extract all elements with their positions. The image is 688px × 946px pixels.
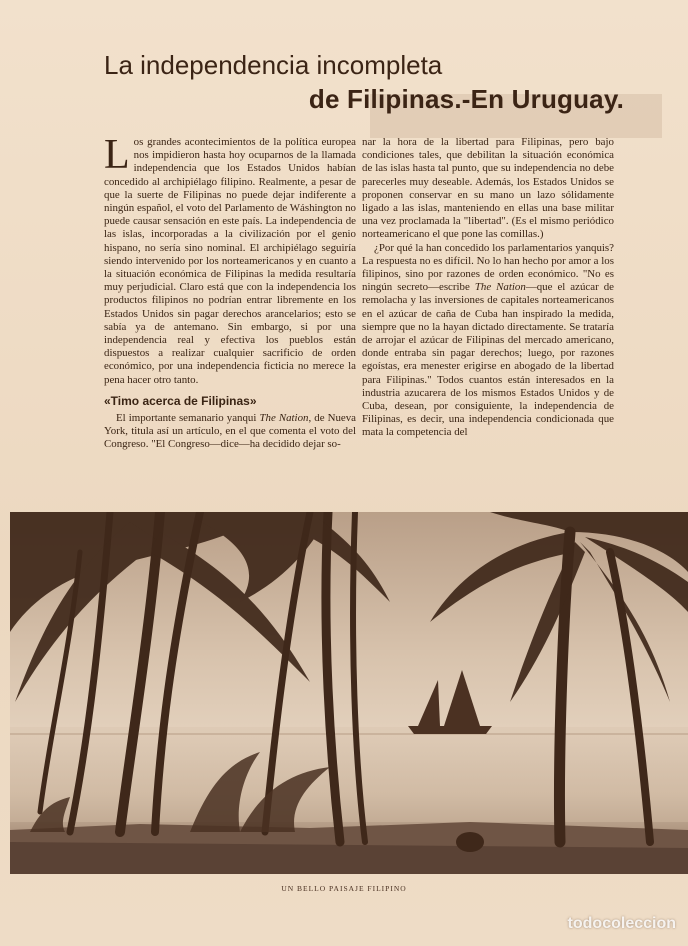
- drop-cap: L: [104, 136, 130, 178]
- article-title: [104, 48, 624, 116]
- paragraph-question-text-b: —que el azúcar de remolacha y las inversiones de capitales norteamericanos en el azúcar de caña de Cuba han inspirado la medida, siempre que no la hayan dictado directamente. Se trataría de arrojar el azúcar de Filipinas del mercado americano, donde entraba sin pagar derechos; luego, por razones egoístas, era menester erigirse en abogado de la libertad para Filipinas." Todos cuantos están interesados en la industria azucarera de los mismos Estados Unidos y de Cuba, desean, por consiguiente, la independencia de Filipinas, es decir, una independencia condicionada que mata la competencia del: [362, 281, 614, 439]
- paragraph-nation-text-a: El importante semanario yanqui: [116, 412, 260, 425]
- paragraph-continuation: nar la hora de la libertad para Filipinas, pero bajo condiciones tales, que debilitan la situación económica de las islas hasta tal punto, que su independencia no debe parecerles muy deseable. Además, los Estados Unidos se proponen conservar en su mano un lazo sólidamente ligado a las islas, manteniendo en ellas una base militar una vez proclamada la "libertad". (Es el mismo periódico norteamericano el que pone las comillas.): [362, 136, 614, 241]
- photo-caption: UN BELLO PAISAJE FILIPINO: [281, 884, 407, 893]
- text-column-right: [362, 136, 614, 508]
- sailboat: [408, 670, 492, 734]
- text-column-left: [104, 136, 356, 508]
- title-line-1: La independencia incompleta: [104, 50, 443, 80]
- section-subheading: «Timo acerca de Filipinas»: [104, 393, 257, 408]
- title-line-2: de Filipinas.-En Uruguay.: [308, 84, 624, 114]
- paragraph-question-text-a: ¿Por qué la han concedido los parlamentarios yanquis? La respuesta no es difícil. No lo han hecho por amor a los filipinos, sino por razones de orden económico. "No es ningún secreto—escribe: [362, 241, 614, 294]
- palm-landscape-illustration: [10, 512, 688, 874]
- paragraph-intro: [104, 136, 356, 387]
- paragraph-question: [362, 242, 614, 440]
- watermark-logo: todocoleccion: [567, 915, 676, 932]
- paragraph-nation-text-b: , de Nueva York, titula así un artículo, en el que comenta el voto del Congreso. "El Congreso—dice—ha decidido dejar so-: [104, 412, 356, 451]
- publication-name: The Nation: [259, 412, 309, 425]
- paragraph-intro-text: os grandes acontecimientos de la política europea nos impidieron hasta hoy ocuparnos de la llamada independencia que los Estados Unidos habían concedido al archipiélago filipino. Realmente, a pesar de que la suerte de Filipinas no puede dejar indiferente a ningún español, el voto del Parlamento de Wáshington no puede causar sensación en este país. La independencia de las islas, incorporadas a la civilización por el genio hispano, no sería sino nominal. El archipiélago seguiría siendo intervenido por los norteamericanos y en cuanto a la situación económica de Filipinas la medida resultaría muy perjudicial. Claro está que con la independencia los productos filipinos no podrían entrar libremente en los Estados Unidos sin pagar derechos arancelarios; esto se sabía ya de antemano. Sin embargo, si por una independencia real y efectiva los pueblos están dispuestos a realizar cualquier sacrificio de orden económico, por una independencia ficticia no merece la pena hacer otro tanto.: [104, 136, 356, 386]
- palm-beach-photo: [10, 512, 688, 874]
- publication-name-2: The Nation: [474, 281, 526, 294]
- paragraph-nation: [104, 412, 356, 452]
